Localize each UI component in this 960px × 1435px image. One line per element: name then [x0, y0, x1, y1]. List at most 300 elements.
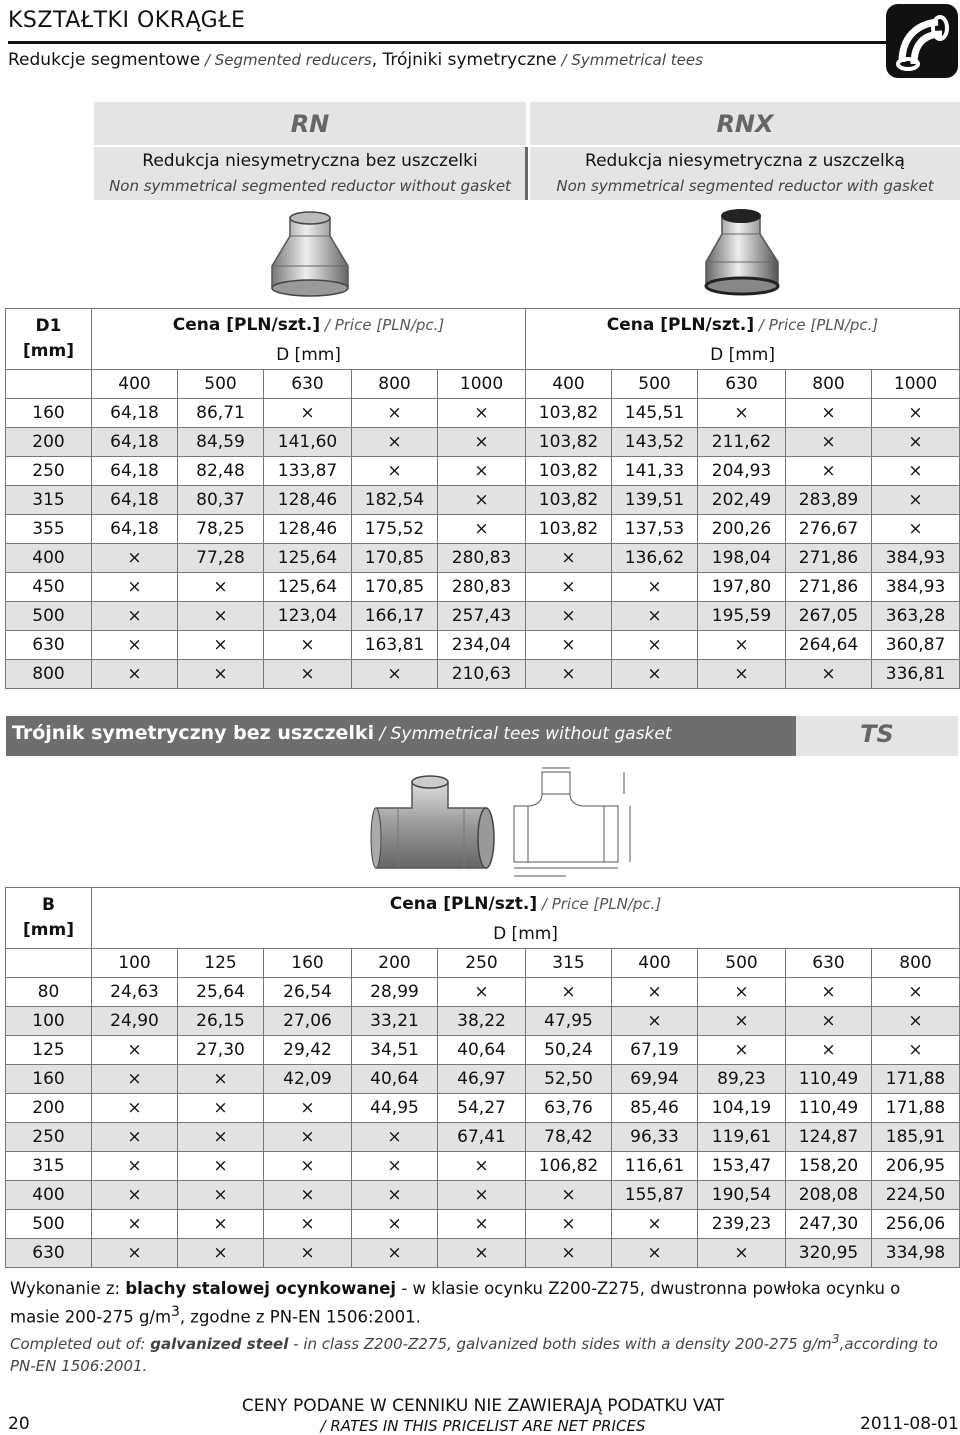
price-cell: × — [698, 660, 786, 689]
row-label-cell: 250 — [6, 457, 92, 486]
price-cell: 336,81 — [872, 660, 960, 689]
price-cell: 143,52 — [612, 428, 698, 457]
price-cell: × — [92, 1239, 178, 1268]
tee-drawing-icon — [506, 764, 636, 887]
price-cell: 24,90 — [92, 1007, 178, 1036]
table-row — [6, 978, 960, 1007]
price-cell: 163,81 — [352, 631, 438, 660]
price-cell: 139,51 — [612, 486, 698, 515]
price-cell: × — [612, 1210, 698, 1239]
price-cell: × — [786, 1036, 872, 1065]
table-row — [6, 1239, 960, 1268]
row-label-cell: 200 — [6, 428, 92, 457]
price-cell: × — [92, 602, 178, 631]
price-cell: 67,19 — [612, 1036, 698, 1065]
price-cell: 27,30 — [178, 1036, 264, 1065]
price-cell: × — [698, 1239, 786, 1268]
table-row — [6, 1181, 960, 1210]
price-cell: 64,18 — [92, 486, 178, 515]
price-cell: × — [352, 457, 438, 486]
section-title-en: / Symmetrical tees without gasket — [374, 724, 672, 744]
price-cell: 64,18 — [92, 457, 178, 486]
price-cell: 384,93 — [872, 544, 960, 573]
table-row — [6, 399, 960, 428]
price-cell: 137,53 — [612, 515, 698, 544]
title-rule — [8, 41, 888, 44]
price-cell: × — [92, 1123, 178, 1152]
note-pl-c: - w klasie ocynku Z200-Z275, dwustronna powłoka ocynku o masie 200-275 g/m — [10, 1279, 901, 1327]
price-cell: 67,41 — [438, 1123, 526, 1152]
price-cell: × — [92, 660, 178, 689]
price-cell: × — [786, 978, 872, 1007]
price-cell: 33,21 — [352, 1007, 438, 1036]
material-note-pl — [10, 1276, 950, 1330]
price-cell: 200,26 — [698, 515, 786, 544]
section-title-pl: Trójnik symetryczny bez uszczelki — [12, 722, 375, 744]
price-cell: 28,99 — [352, 978, 438, 1007]
price-cell: 271,86 — [786, 544, 872, 573]
price-cell: 208,08 — [786, 1181, 872, 1210]
price-cell: × — [352, 660, 438, 689]
price-cell: 46,97 — [438, 1065, 526, 1094]
row-label-cell: 315 — [6, 486, 92, 515]
price-cell: 125,64 — [264, 544, 352, 573]
table-row — [6, 1094, 960, 1123]
price-cell: 69,94 — [612, 1065, 698, 1094]
price-cell: 78,42 — [526, 1123, 612, 1152]
column-header: 500 — [178, 370, 264, 399]
price-header-rn — [92, 309, 526, 342]
price-cell: × — [264, 399, 352, 428]
price-cell: 280,83 — [438, 573, 526, 602]
price-cell: 133,87 — [264, 457, 352, 486]
price-cell: × — [526, 978, 612, 1007]
price-cell: 89,23 — [698, 1065, 786, 1094]
price-label-en: / Price [PLN/pc.] — [537, 895, 662, 913]
price-cell: 38,22 — [438, 1007, 526, 1036]
price-cell: 25,64 — [178, 978, 264, 1007]
price-cell: 363,28 — [872, 602, 960, 631]
price-cell: 153,47 — [698, 1152, 786, 1181]
price-cell: 110,49 — [786, 1065, 872, 1094]
price-cell: × — [438, 978, 526, 1007]
price-cell: 145,51 — [612, 399, 698, 428]
note-en-c: - in class Z200-Z275, galvanized both sides with a density 200-275 g/m — [288, 1334, 832, 1353]
table-row — [6, 457, 960, 486]
price-header-ts — [92, 888, 960, 921]
material-note-en — [10, 1330, 950, 1378]
price-cell: 52,50 — [526, 1065, 612, 1094]
subtitle-en-2: / Symmetrical tees — [556, 51, 703, 69]
price-cell: × — [526, 544, 612, 573]
price-cell: × — [698, 978, 786, 1007]
price-cell: 334,98 — [872, 1239, 960, 1268]
section-title-tees — [12, 722, 672, 744]
price-cell: 141,60 — [264, 428, 352, 457]
price-cell: 63,76 — [526, 1094, 612, 1123]
price-cell: 86,71 — [178, 399, 264, 428]
row-label-cell: 160 — [6, 1065, 92, 1094]
price-header-rnx — [526, 309, 960, 342]
price-cell: × — [178, 1239, 264, 1268]
price-label-pl: Cena [PLN/szt.] — [389, 894, 538, 914]
price-cell: × — [352, 1152, 438, 1181]
price-cell: × — [264, 1094, 352, 1123]
price-cell: × — [872, 978, 960, 1007]
note-en-sup: 3 — [831, 1330, 840, 1346]
d-label-rnx: D [mm] — [526, 341, 960, 370]
subtitle-pl-2: Trójniki symetryczne — [382, 50, 557, 70]
column-header: 100 — [92, 949, 178, 978]
price-cell: 257,43 — [438, 602, 526, 631]
column-header: 400 — [526, 370, 612, 399]
price-cell: × — [612, 573, 698, 602]
price-cell: 96,33 — [612, 1123, 698, 1152]
price-cell: 204,93 — [698, 457, 786, 486]
corner-cell — [6, 370, 92, 399]
material-note — [10, 1276, 950, 1378]
price-cell: 103,82 — [526, 428, 612, 457]
price-cell: × — [438, 1181, 526, 1210]
column-header: 160 — [264, 949, 352, 978]
price-cell: × — [438, 1152, 526, 1181]
price-cell: 80,37 — [178, 486, 264, 515]
column-header: 1000 — [438, 370, 526, 399]
price-cell: × — [178, 1210, 264, 1239]
price-cell: 85,46 — [612, 1094, 698, 1123]
price-cell: × — [178, 1152, 264, 1181]
price-cell: 116,61 — [612, 1152, 698, 1181]
table-row — [6, 1210, 960, 1239]
price-cell: 106,82 — [526, 1152, 612, 1181]
price-cell: × — [352, 1210, 438, 1239]
column-header: 800 — [352, 370, 438, 399]
product-code-rn: RN — [290, 110, 330, 138]
tee-price-table — [5, 887, 960, 1268]
product-name-pl-rn: Redukcja niesymetryczna bez uszczelki — [142, 151, 478, 171]
price-cell: × — [264, 1123, 352, 1152]
reducer-gasket-photo-icon — [700, 206, 784, 305]
corner-cell — [6, 949, 92, 978]
table-row — [6, 486, 960, 515]
note-en-a: Completed out of: — [10, 1334, 151, 1353]
price-cell: 104,19 — [698, 1094, 786, 1123]
price-cell: × — [178, 1065, 264, 1094]
price-cell: 234,04 — [438, 631, 526, 660]
price-cell: 103,82 — [526, 515, 612, 544]
column-header: 630 — [264, 370, 352, 399]
price-cell: 26,54 — [264, 978, 352, 1007]
price-cell: 247,30 — [786, 1210, 872, 1239]
price-cell: × — [526, 1181, 612, 1210]
row-label-cell: 200 — [6, 1094, 92, 1123]
price-label-pl: Cena [PLN/szt.] — [172, 315, 321, 335]
table-row — [6, 660, 960, 689]
row-header-d1: D1 — [35, 315, 62, 336]
price-cell: × — [92, 1181, 178, 1210]
price-cell: 280,83 — [438, 544, 526, 573]
row-label-cell: 250 — [6, 1123, 92, 1152]
price-cell: 320,95 — [786, 1239, 872, 1268]
note-en-b: galvanized steel — [150, 1334, 289, 1353]
price-cell: × — [872, 428, 960, 457]
price-cell: 50,24 — [526, 1036, 612, 1065]
row-label-cell: 450 — [6, 573, 92, 602]
table-row — [6, 1065, 960, 1094]
price-cell: 84,59 — [178, 428, 264, 457]
price-label-en: / Price [PLN/pc.] — [754, 316, 879, 334]
price-cell: × — [438, 399, 526, 428]
price-cell: 34,51 — [352, 1036, 438, 1065]
column-header: 800 — [786, 370, 872, 399]
column-header: 800 — [872, 949, 960, 978]
price-cell: 155,87 — [612, 1181, 698, 1210]
table-row — [6, 1152, 960, 1181]
price-cell: 171,88 — [872, 1065, 960, 1094]
price-cell: 78,25 — [178, 515, 264, 544]
price-cell: × — [526, 660, 612, 689]
price-cell: 110,49 — [786, 1094, 872, 1123]
price-cell: 40,64 — [352, 1065, 438, 1094]
price-cell: × — [438, 515, 526, 544]
price-cell: × — [438, 1210, 526, 1239]
price-cell: × — [178, 1123, 264, 1152]
row-label-cell: 400 — [6, 544, 92, 573]
price-cell: 360,87 — [872, 631, 960, 660]
price-cell: × — [178, 1181, 264, 1210]
page-subtitle — [8, 50, 703, 70]
row-label-cell: 355 — [6, 515, 92, 544]
product-code-rnx: RNX — [716, 110, 774, 138]
price-cell: × — [352, 1123, 438, 1152]
column-header: 250 — [438, 949, 526, 978]
row-header-unit: [mm] — [23, 341, 74, 361]
table-row — [6, 1123, 960, 1152]
product-code-ts: TS — [860, 720, 894, 748]
price-cell: × — [264, 1210, 352, 1239]
price-cell: 103,82 — [526, 457, 612, 486]
row-label-cell: 630 — [6, 631, 92, 660]
column-header: 125 — [178, 949, 264, 978]
price-cell: 271,86 — [786, 573, 872, 602]
price-cell: × — [872, 1007, 960, 1036]
price-cell: × — [264, 1152, 352, 1181]
price-cell: × — [786, 457, 872, 486]
price-cell: 185,91 — [872, 1123, 960, 1152]
price-cell: 119,61 — [698, 1123, 786, 1152]
price-cell: 103,82 — [526, 399, 612, 428]
table-row — [6, 1007, 960, 1036]
column-header: 630 — [698, 370, 786, 399]
row-label-cell: 315 — [6, 1152, 92, 1181]
price-cell: × — [92, 1210, 178, 1239]
price-cell: × — [264, 1181, 352, 1210]
price-cell: 170,85 — [352, 573, 438, 602]
column-header: 315 — [526, 949, 612, 978]
price-cell: × — [612, 1007, 698, 1036]
note-pl-a: Wykonanie z: — [10, 1279, 126, 1298]
row-header-b: B — [42, 894, 55, 915]
price-cell: 202,49 — [698, 486, 786, 515]
price-cell: × — [872, 399, 960, 428]
row-label-cell: 800 — [6, 660, 92, 689]
price-cell: × — [526, 1239, 612, 1268]
price-cell: 40,64 — [438, 1036, 526, 1065]
table-row — [6, 544, 960, 573]
column-header: 200 — [352, 949, 438, 978]
price-cell: × — [612, 631, 698, 660]
row-label-cell: 160 — [6, 399, 92, 428]
price-label-en: / Price [PLN/pc.] — [320, 316, 445, 334]
price-cell: 64,18 — [92, 428, 178, 457]
d-label-rn: D [mm] — [92, 341, 526, 370]
note-pl-sup: 3 — [171, 1303, 180, 1320]
price-cell: × — [612, 1239, 698, 1268]
price-cell: 264,64 — [786, 631, 872, 660]
price-cell: × — [264, 1239, 352, 1268]
price-cell: × — [526, 631, 612, 660]
price-cell: 24,63 — [92, 978, 178, 1007]
product-name-pl-rnx: Redukcja niesymetryczna z uszczelką — [585, 151, 905, 171]
price-cell: 170,85 — [352, 544, 438, 573]
price-cell: 166,17 — [352, 602, 438, 631]
price-cell: × — [698, 1036, 786, 1065]
price-cell: × — [438, 428, 526, 457]
note-en-d: ,according to PN-EN 1506:2001. — [10, 1334, 938, 1376]
tee-photo-icon — [368, 768, 498, 885]
price-cell: 182,54 — [352, 486, 438, 515]
price-cell: 124,87 — [786, 1123, 872, 1152]
price-cell: × — [352, 399, 438, 428]
price-cell: 224,50 — [872, 1181, 960, 1210]
price-cell: 136,62 — [612, 544, 698, 573]
row-header-unit: [mm] — [23, 920, 74, 940]
reducer-price-table — [5, 308, 960, 689]
price-cell: × — [352, 1239, 438, 1268]
price-cell: 125,64 — [264, 573, 352, 602]
price-cell: × — [92, 1094, 178, 1123]
price-cell: × — [438, 486, 526, 515]
price-cell: × — [612, 978, 698, 1007]
d-label-ts: D [mm] — [92, 920, 960, 949]
price-cell: 198,04 — [698, 544, 786, 573]
subtitle-en-1: / Segmented reducers — [200, 51, 372, 69]
subtitle-sep: , — [371, 50, 383, 70]
price-cell: 210,63 — [438, 660, 526, 689]
price-cell: × — [872, 515, 960, 544]
price-cell: 158,20 — [786, 1152, 872, 1181]
price-cell: 44,95 — [352, 1094, 438, 1123]
row-header-cell — [6, 888, 92, 949]
price-cell: 384,93 — [872, 573, 960, 602]
page-title: KSZTAŁTKI OKRĄGŁE — [8, 8, 246, 33]
product-name-en-rn: Non symmetrical segmented reductor without gasket — [109, 177, 511, 195]
price-cell: × — [92, 1036, 178, 1065]
price-cell: 276,67 — [786, 515, 872, 544]
price-cell: × — [178, 602, 264, 631]
price-cell: × — [612, 660, 698, 689]
product-name-en-rnx: Non symmetrical segmented reductor with gasket — [556, 177, 934, 195]
price-cell: 128,46 — [264, 486, 352, 515]
price-cell: × — [178, 573, 264, 602]
table-row — [6, 602, 960, 631]
row-label-cell: 500 — [6, 1210, 92, 1239]
price-cell: × — [526, 602, 612, 631]
price-cell: 190,54 — [698, 1181, 786, 1210]
duct-elbow-logo-icon — [886, 4, 958, 78]
row-label-cell: 630 — [6, 1239, 92, 1268]
price-cell: 171,88 — [872, 1094, 960, 1123]
price-cell: × — [352, 428, 438, 457]
column-header: 1000 — [872, 370, 960, 399]
price-cell: 123,04 — [264, 602, 352, 631]
column-header: 630 — [786, 949, 872, 978]
price-cell: × — [92, 544, 178, 573]
row-label-cell: 400 — [6, 1181, 92, 1210]
price-cell: × — [872, 1036, 960, 1065]
price-cell: 197,80 — [698, 573, 786, 602]
column-header: 400 — [92, 370, 178, 399]
price-cell: 267,05 — [786, 602, 872, 631]
price-cell: 27,06 — [264, 1007, 352, 1036]
price-cell: × — [178, 1094, 264, 1123]
price-cell: × — [264, 660, 352, 689]
price-cell: × — [786, 399, 872, 428]
price-cell: × — [438, 457, 526, 486]
price-cell: 283,89 — [786, 486, 872, 515]
price-cell: × — [872, 486, 960, 515]
price-cell: 141,33 — [612, 457, 698, 486]
price-cell: 64,18 — [92, 399, 178, 428]
price-cell: 64,18 — [92, 515, 178, 544]
vat-notice-en: / RATES IN THIS PRICELIST ARE NET PRICES — [320, 1417, 646, 1435]
price-cell: 42,09 — [264, 1065, 352, 1094]
subtitle-pl-1: Redukcje segmentowe — [8, 50, 201, 70]
price-cell: 128,46 — [264, 515, 352, 544]
note-pl-d: , zgodne z PN-EN 1506:2001. — [179, 1307, 421, 1327]
price-cell: × — [872, 457, 960, 486]
price-cell: 195,59 — [698, 602, 786, 631]
price-cell: × — [786, 428, 872, 457]
price-cell: × — [786, 1007, 872, 1036]
price-cell: × — [264, 631, 352, 660]
price-cell: × — [178, 660, 264, 689]
row-label-cell: 100 — [6, 1007, 92, 1036]
price-cell: 211,62 — [698, 428, 786, 457]
price-cell: 29,42 — [264, 1036, 352, 1065]
price-cell: × — [178, 631, 264, 660]
price-cell: × — [92, 573, 178, 602]
reducer-photo-icon — [268, 206, 352, 305]
price-cell: × — [526, 573, 612, 602]
price-cell: × — [92, 631, 178, 660]
price-cell: × — [92, 1065, 178, 1094]
page-number: 20 — [8, 1414, 30, 1434]
price-cell: × — [698, 1007, 786, 1036]
price-cell: 26,15 — [178, 1007, 264, 1036]
price-cell: × — [526, 1210, 612, 1239]
price-cell: 239,23 — [698, 1210, 786, 1239]
price-label-pl: Cena [PLN/szt.] — [606, 315, 755, 335]
table-row — [6, 515, 960, 544]
price-cell: × — [352, 1181, 438, 1210]
price-cell: × — [698, 399, 786, 428]
price-cell: × — [612, 602, 698, 631]
row-label-cell: 80 — [6, 978, 92, 1007]
price-cell: 103,82 — [526, 486, 612, 515]
column-header: 400 — [612, 949, 698, 978]
price-cell: 206,95 — [872, 1152, 960, 1181]
